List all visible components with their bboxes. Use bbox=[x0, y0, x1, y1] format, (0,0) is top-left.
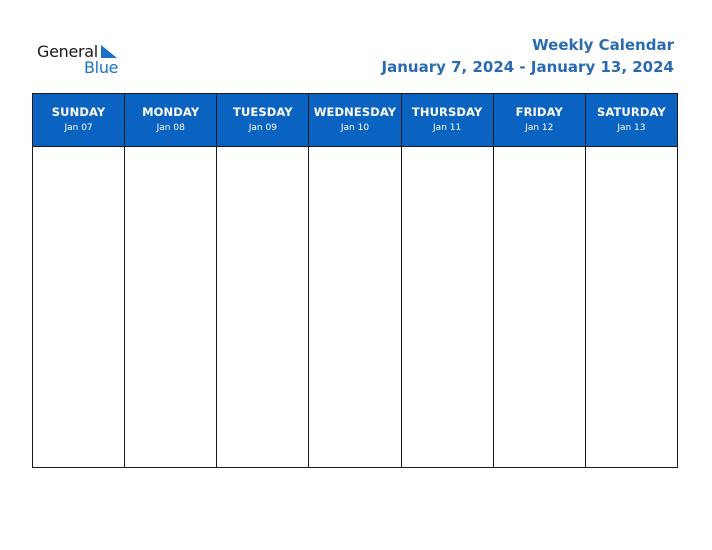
day-header bbox=[217, 94, 308, 147]
day-cell[interactable] bbox=[309, 147, 400, 467]
day-column-saturday bbox=[586, 94, 677, 467]
day-date: Jan 07 bbox=[64, 123, 93, 133]
logo-general-text: General bbox=[37, 42, 98, 61]
day-date: Jan 12 bbox=[525, 123, 554, 133]
day-cell[interactable] bbox=[494, 147, 585, 467]
day-date: Jan 08 bbox=[156, 123, 185, 133]
day-name: TUESDAY bbox=[233, 105, 293, 119]
day-name: FRIDAY bbox=[515, 105, 563, 119]
generalblue-logo bbox=[37, 42, 127, 78]
day-column-wednesday bbox=[309, 94, 401, 467]
day-name: MONDAY bbox=[142, 105, 200, 119]
day-column-friday bbox=[494, 94, 586, 467]
day-column-tuesday bbox=[217, 94, 309, 467]
day-cell[interactable] bbox=[125, 147, 216, 467]
calendar-title-block bbox=[382, 34, 674, 78]
day-date: Jan 09 bbox=[248, 123, 277, 133]
day-header bbox=[33, 94, 124, 147]
day-name: SATURDAY bbox=[597, 105, 666, 119]
day-column-monday bbox=[125, 94, 217, 467]
day-date: Jan 10 bbox=[340, 123, 370, 133]
day-header bbox=[402, 94, 493, 147]
day-date: Jan 13 bbox=[617, 123, 646, 133]
weekly-calendar-grid bbox=[32, 93, 678, 468]
day-name: THURSDAY bbox=[411, 105, 483, 119]
day-header bbox=[586, 94, 677, 147]
day-date: Jan 11 bbox=[433, 123, 462, 133]
day-header bbox=[125, 94, 216, 147]
day-header bbox=[494, 94, 585, 147]
day-cell[interactable] bbox=[33, 147, 124, 467]
calendar-date-range: January 7, 2024 - January 13, 2024 bbox=[381, 58, 674, 76]
day-cell[interactable] bbox=[402, 147, 493, 467]
day-name: WEDNESDAY bbox=[313, 105, 397, 119]
day-cell[interactable] bbox=[586, 147, 677, 467]
day-cell[interactable] bbox=[217, 147, 308, 467]
calendar-title: Weekly Calendar bbox=[532, 36, 674, 54]
logo-blue-text: Blue bbox=[84, 58, 119, 77]
day-column-thursday bbox=[402, 94, 494, 467]
day-column-sunday bbox=[33, 94, 125, 467]
day-header bbox=[309, 94, 400, 147]
day-name: SUNDAY bbox=[51, 105, 106, 119]
